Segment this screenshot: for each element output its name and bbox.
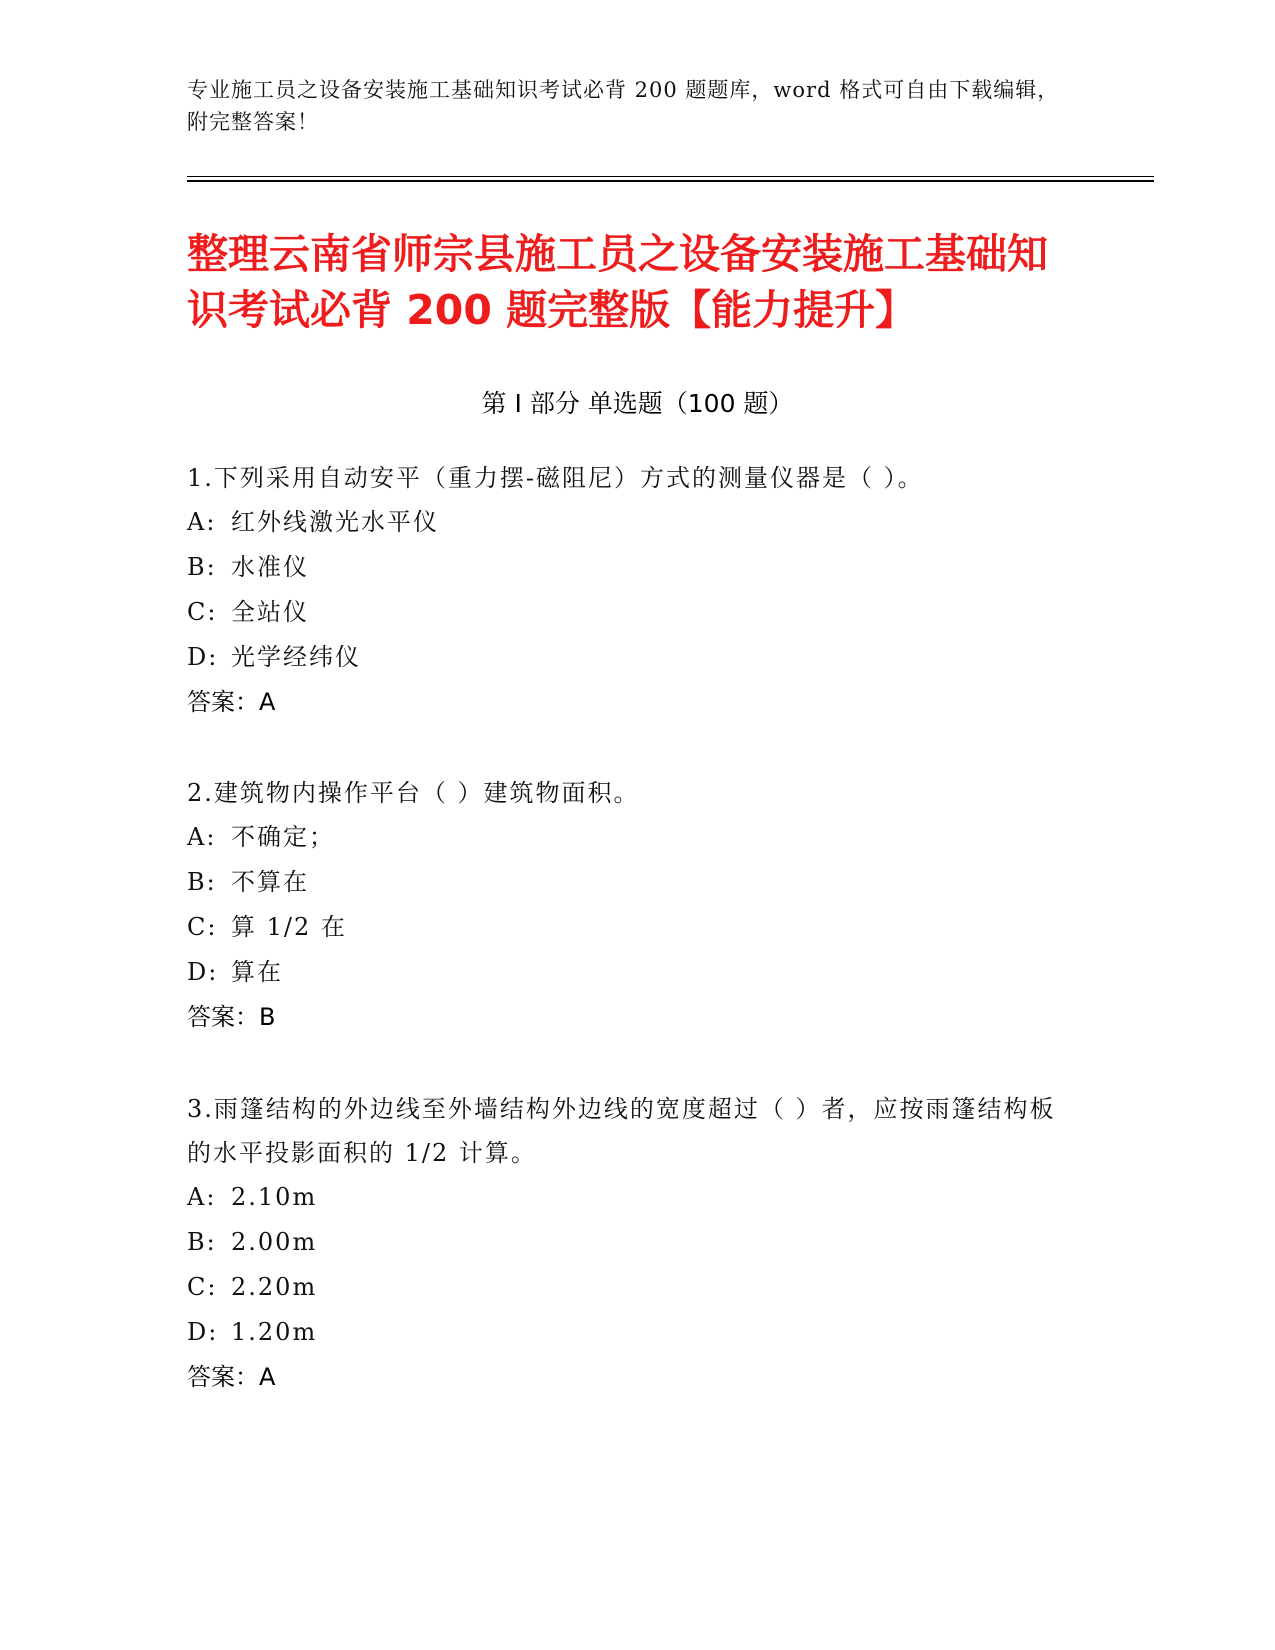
option-c (187, 1265, 1067, 1310)
header-note: 专业施工员之设备安装施工基础知识考试必背 200 题题库，word 格式可自由下载编辑，附完整答案！ (187, 78, 1060, 134)
option-a (187, 500, 1067, 545)
option-d (187, 635, 1067, 680)
option-text: 2.20m (231, 1273, 318, 1301)
answer: 答案：B (187, 1003, 276, 1031)
answer: 答案：A (187, 1363, 276, 1391)
option-key: C: (187, 913, 218, 941)
option-key: A: (187, 508, 217, 536)
question-3 (187, 1087, 1067, 1400)
question-stem: 1.下列采用自动安平（重力摆-磁阻尼）方式的测量仪器是（ ）。 (187, 464, 924, 492)
option-key: D: (187, 958, 219, 986)
option-key: B: (187, 1228, 217, 1256)
option-c (187, 905, 1067, 950)
question-stem: 2.建筑物内操作平台（ ）建筑物面积。 (187, 779, 640, 807)
section-heading: 第 I 部分 单选题（100 题） (481, 389, 794, 418)
option-text: 不确定； (231, 823, 335, 851)
option-key: B: (187, 553, 217, 581)
option-key: C: (187, 598, 218, 626)
option-text: 算在 (231, 958, 283, 986)
option-key: A: (187, 1183, 217, 1211)
option-d (187, 950, 1067, 995)
option-key: C: (187, 1273, 218, 1301)
header-divider-thin (187, 176, 1154, 177)
option-key: D: (187, 1318, 219, 1346)
answer: 答案：A (187, 688, 276, 716)
option-d (187, 1310, 1067, 1355)
header-divider-thick (187, 180, 1154, 182)
option-text: 水准仪 (231, 553, 309, 581)
option-b (187, 1220, 1067, 1265)
option-text: 1.20m (231, 1318, 318, 1346)
option-c (187, 590, 1067, 635)
option-text: 2.00m (231, 1228, 318, 1256)
option-a (187, 815, 1067, 860)
option-key: B: (187, 868, 217, 896)
option-text: 不算在 (231, 868, 309, 896)
option-text: 光学经纬仪 (231, 643, 361, 671)
option-a (187, 1175, 1067, 1220)
document-title: 整理云南省师宗县施工员之设备安装施工基础知识考试必背 200 题完整版【能力提升】 (187, 230, 1048, 334)
option-key: D: (187, 643, 219, 671)
option-text: 2.10m (231, 1183, 318, 1211)
option-b (187, 860, 1067, 905)
option-text: 算 1/2 在 (231, 913, 347, 941)
question-1 (187, 456, 1067, 725)
question-2 (187, 771, 1067, 1040)
option-text: 全站仪 (231, 598, 309, 626)
option-key: A: (187, 823, 217, 851)
option-text: 红外线激光水平仪 (231, 508, 439, 536)
option-b (187, 545, 1067, 590)
question-stem: 3.雨篷结构的外边线至外墙结构外边线的宽度超过（ ）者，应按雨篷结构板的水平投影面积的 1/2 计算。 (187, 1095, 1056, 1167)
